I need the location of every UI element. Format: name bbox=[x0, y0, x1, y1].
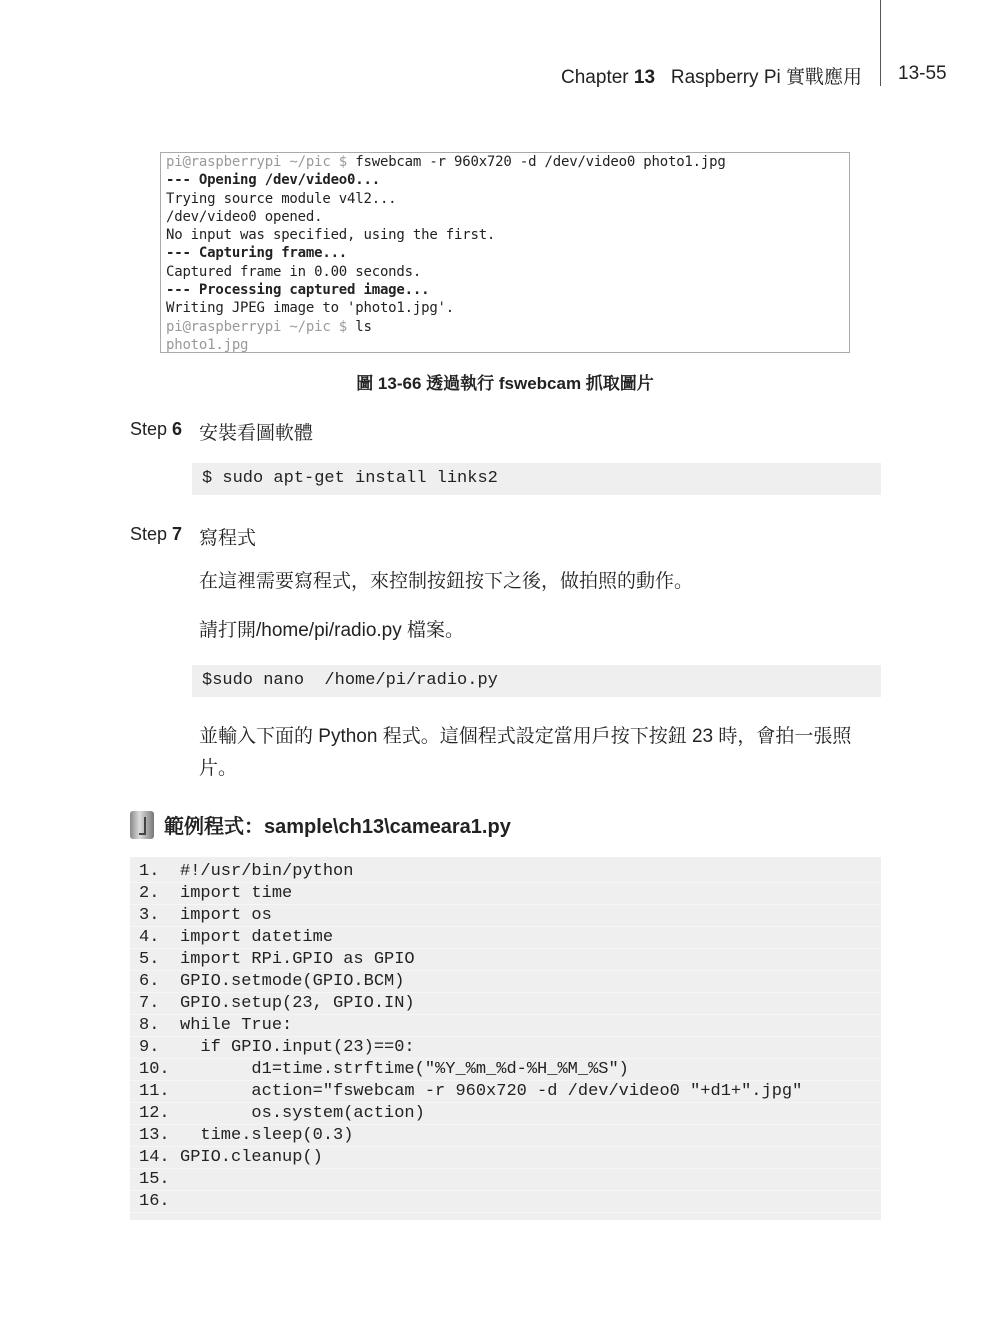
code-text: import RPi.GPIO as GPIO bbox=[180, 950, 415, 969]
line-number: 10. bbox=[139, 1060, 170, 1079]
page-number: 13-55 bbox=[898, 63, 947, 84]
code-text: GPIO.setmode(GPIO.BCM) bbox=[180, 972, 405, 991]
running-header bbox=[561, 62, 862, 89]
line-number: 6. bbox=[139, 972, 160, 991]
paragraph: 並輸入下面的 Python 程式。這個程式設定當用戶按下按鈕 23 時，會拍一張照片。 bbox=[199, 726, 852, 779]
code-line bbox=[130, 993, 881, 1015]
step-6-title: 安裝看圖軟體 bbox=[199, 423, 314, 444]
code-text: GPIO.cleanup() bbox=[180, 1148, 323, 1167]
sample-title: 範例程式：sample\ch13\cameara1.py bbox=[164, 816, 511, 838]
chapter-title: Raspberry Pi 實戰應用 bbox=[670, 67, 862, 88]
code-text: import time bbox=[180, 884, 293, 903]
code-text: d1=time.strftime("%Y_%m_%d-%H_%M_%S") bbox=[180, 1060, 629, 1079]
code-listing bbox=[130, 857, 881, 1220]
terminal-line: Writing JPEG image to 'photo1.jpg'. bbox=[166, 300, 455, 317]
terminal-line: /dev/video0 opened. bbox=[166, 208, 323, 225]
terminal-prompt: pi@raspberrypi ~/pic $ bbox=[166, 154, 348, 170]
line-number: 16. bbox=[139, 1192, 170, 1211]
code-text: GPIO.setup(23, GPIO.IN) bbox=[180, 994, 415, 1013]
line-number: 7. bbox=[139, 994, 160, 1013]
command-install-links2: $ sudo apt-get install links2 bbox=[192, 463, 881, 495]
terminal-screenshot bbox=[160, 152, 850, 353]
code-line bbox=[130, 1125, 881, 1147]
code-line bbox=[130, 1147, 881, 1169]
paragraph: 請打開/home/pi/radio.py 檔案。 bbox=[199, 620, 465, 641]
code-line bbox=[130, 883, 881, 905]
line-number: 2. bbox=[139, 884, 160, 903]
line-number: 4. bbox=[139, 928, 160, 947]
code-line bbox=[130, 861, 881, 883]
terminal-line: Trying source module v4l2... bbox=[166, 190, 397, 207]
line-number: 8. bbox=[139, 1016, 160, 1035]
command-nano: $sudo nano /home/pi/radio.py bbox=[192, 665, 881, 697]
terminal-command: fswebcam -r 960x720 -d /dev/video0 photo1.jpg bbox=[347, 154, 726, 170]
code-text: time.sleep(0.3) bbox=[180, 1126, 354, 1145]
code-line bbox=[130, 1191, 881, 1213]
code-line bbox=[130, 927, 881, 949]
code-text: os.system(action) bbox=[180, 1104, 425, 1123]
code-text: import os bbox=[180, 906, 272, 925]
line-number: 15. bbox=[139, 1170, 170, 1189]
terminal-line bbox=[166, 153, 849, 171]
code-line bbox=[130, 1169, 881, 1191]
step-word: Step bbox=[130, 524, 168, 544]
code-line bbox=[130, 971, 881, 993]
code-text: action="fswebcam -r 960x720 -d /dev/video0 "+d1+".jpg" bbox=[180, 1082, 803, 1101]
code-line bbox=[130, 949, 881, 971]
header-divider bbox=[880, 0, 881, 86]
terminal-prompt: pi@raspberrypi ~/pic $ bbox=[166, 318, 348, 335]
line-number: 9. bbox=[139, 1038, 160, 1057]
code-line bbox=[130, 905, 881, 927]
line-number: 12. bbox=[139, 1104, 170, 1123]
terminal-line bbox=[166, 318, 849, 336]
chapter-label: Chapter bbox=[561, 67, 629, 88]
terminal-line: --- Opening /dev/video0... bbox=[166, 172, 380, 189]
line-number: 5. bbox=[139, 950, 160, 969]
terminal-line: --- Capturing frame... bbox=[166, 245, 348, 262]
code-line bbox=[130, 1015, 881, 1037]
code-text: #!/usr/bin/python bbox=[180, 862, 354, 881]
code-line bbox=[130, 1037, 881, 1059]
code-text: if GPIO.input(23)==0: bbox=[180, 1038, 415, 1057]
sample-heading bbox=[130, 810, 511, 839]
terminal-line: --- Processing captured image... bbox=[166, 282, 430, 299]
step-7-label bbox=[130, 524, 182, 545]
code-line bbox=[130, 1081, 881, 1103]
figure-caption: 圖 13-66 透過執行 fswebcam 抓取圖片 bbox=[356, 374, 654, 393]
terminal-command: ls bbox=[347, 318, 372, 335]
step-7-title: 寫程式 bbox=[199, 528, 257, 549]
sample-file-icon bbox=[130, 811, 154, 839]
step-6-label bbox=[130, 419, 182, 440]
chapter-number: 13 bbox=[633, 67, 656, 88]
code-line bbox=[130, 1103, 881, 1125]
terminal-line: No input was specified, using the first. bbox=[166, 227, 496, 244]
code-line bbox=[130, 1059, 881, 1081]
step-word: Step bbox=[130, 419, 168, 439]
line-number: 14. bbox=[139, 1148, 170, 1167]
code-text: import datetime bbox=[180, 928, 334, 947]
terminal-line: Captured frame in 0.00 seconds. bbox=[166, 263, 422, 280]
terminal-line: photo1.jpg bbox=[166, 336, 249, 353]
step-number: 7 bbox=[172, 524, 183, 544]
line-number: 3. bbox=[139, 906, 160, 925]
line-number: 11. bbox=[139, 1082, 170, 1101]
paragraph: 在這裡需要寫程式，來控制按鈕按下之後，做拍照的動作。 bbox=[199, 571, 694, 592]
step-number: 6 bbox=[172, 419, 183, 439]
code-text: while True: bbox=[180, 1016, 293, 1035]
line-number: 1. bbox=[139, 862, 160, 881]
line-number: 13. bbox=[139, 1126, 170, 1145]
